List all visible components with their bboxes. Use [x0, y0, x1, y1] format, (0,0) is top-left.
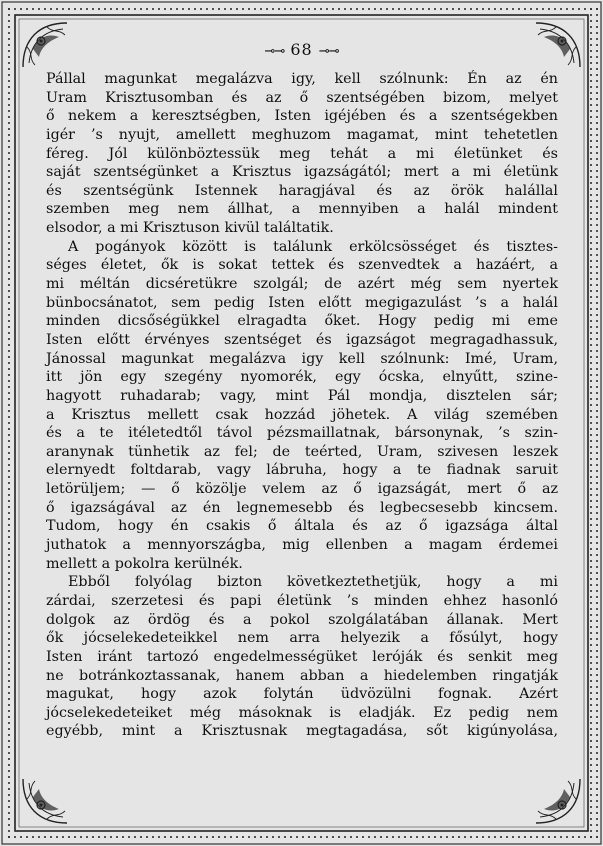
text-line: a Krisztus mellett csak hozzád jöhetek. A világ szemében [46, 406, 558, 423]
text-line: itt jön egy szegény nyomorék, egy ócska, elnyűtt, szine- [46, 369, 558, 386]
text-line: igér ’s nyujt, amellett meghuzom magamat, mint tehetetlen [46, 126, 558, 143]
text-line: mellett a pokolra kerülnék. [46, 555, 243, 572]
text-line: juthatok a mennyországba, mig ellenben a magam érdemei [46, 537, 558, 554]
ornament-right-icon: ⊸⊸ [318, 44, 339, 59]
text-line: ők jócselekedeteikkel nem arra helyezik a fősúlyt, hogy [46, 630, 558, 647]
text-line: és a te itéletedtől távol pézsmaillatnak, bársonynak, ’s szin- [46, 425, 558, 442]
text-line: elsodor, a mi Krisztuson kivül találtatik. [46, 220, 334, 237]
text-line: Ebből folyólag bizton következtethetjük, hogy a mi [68, 574, 558, 591]
text-line: Jánossal magunkat megalázva igy kell szólnunk: Imé, Uram, [46, 350, 558, 367]
text-line: ő igazságával az én legnemesebb és legbecsesebb kincsem. [46, 499, 558, 516]
page-number: 68 [290, 40, 313, 59]
text-line: dolgok az ördög és a pokol szolgálatában állanak. Mert [46, 611, 558, 628]
text-line: A pogányok között is találunk erkölcsösséget és tisztes- [68, 238, 558, 255]
text-line: ne botránkoztassanak, hanem abban a hiedelemben ringatják [46, 667, 558, 684]
text-line: séges életet, ők is sokat tettek és szenvedtek a hazáért, a [46, 257, 558, 274]
ornament-left-icon: ⊸⊸ [264, 44, 285, 59]
text-line: ő nekem a keresztségben, Isten igéjében és a szentségekben [46, 108, 558, 125]
text-line: bünbocsánatot, sem pedig Isten előtt megigazulást ’s a halál [46, 294, 558, 311]
text-line: aranynak tünhetik az fel; de teérted, Uram, szivesen leszek [46, 443, 558, 460]
text-line: elernyedt foltdarab, vagy lábruha, hogy a te fiadnak saruit [46, 462, 558, 479]
body-text [46, 70, 558, 741]
text-line: Tudom, hogy én csakis ő általa és az ő igazsága által [46, 518, 558, 535]
text-line: letörüljem; — ő közölje velem az ő igazságát, mert ő az [46, 481, 558, 498]
text-line: szemben meg nem állhat, a mennyiben a halál mindent [46, 201, 558, 218]
text-line: hagyott ruhadarab; vagy, mint Pál mondja, disztelen sár; [46, 387, 558, 404]
text-line: Uram Krisztusomban és az ő szentségében bizom, melyet [46, 89, 558, 106]
text-line: magukat, hogy azok folytán üdvözülni fognak. Azért [46, 686, 558, 703]
text-line: minden dicsőségükkel elragadta őket. Hogy pedig mi eme [46, 313, 558, 330]
paragraph-1 [46, 70, 558, 238]
text-line: jócselekedeteiket még másoknak is eladják. Ez pedig nem [46, 704, 558, 721]
text-line: saját szentségünket a Krisztus igazságától; mert a mi életünk [46, 164, 558, 181]
paragraph-2 [46, 238, 558, 574]
text-line: Isten előtt érvényes szentséget és igazságot megragadhassuk, [46, 331, 558, 348]
text-line: Isten iránt tartozó engedelmességüket leróják és senkit meg [46, 648, 558, 665]
text-line: mi méltán dicséretükre szolgál; de azért még sem nyertek [46, 276, 558, 293]
text-line: féreg. Jól különböztessük meg tehát a mi életünket és [46, 145, 558, 162]
text-line: Pállal magunkat megalázva igy, kell szólnunk: Én az én [46, 71, 558, 87]
text-line: és szentségünk Istennek haragjával és az örök halállal [46, 182, 558, 199]
page-number-header [0, 40, 603, 59]
text-line: zárdai, szerzetesi és papi életünk ’s minden ehhez hasonló [46, 592, 558, 609]
paragraph-3 [46, 573, 558, 741]
text-line: egyébb, mint a Krisztusnak megtagadása, sőt kigúnyolása, [46, 723, 558, 740]
